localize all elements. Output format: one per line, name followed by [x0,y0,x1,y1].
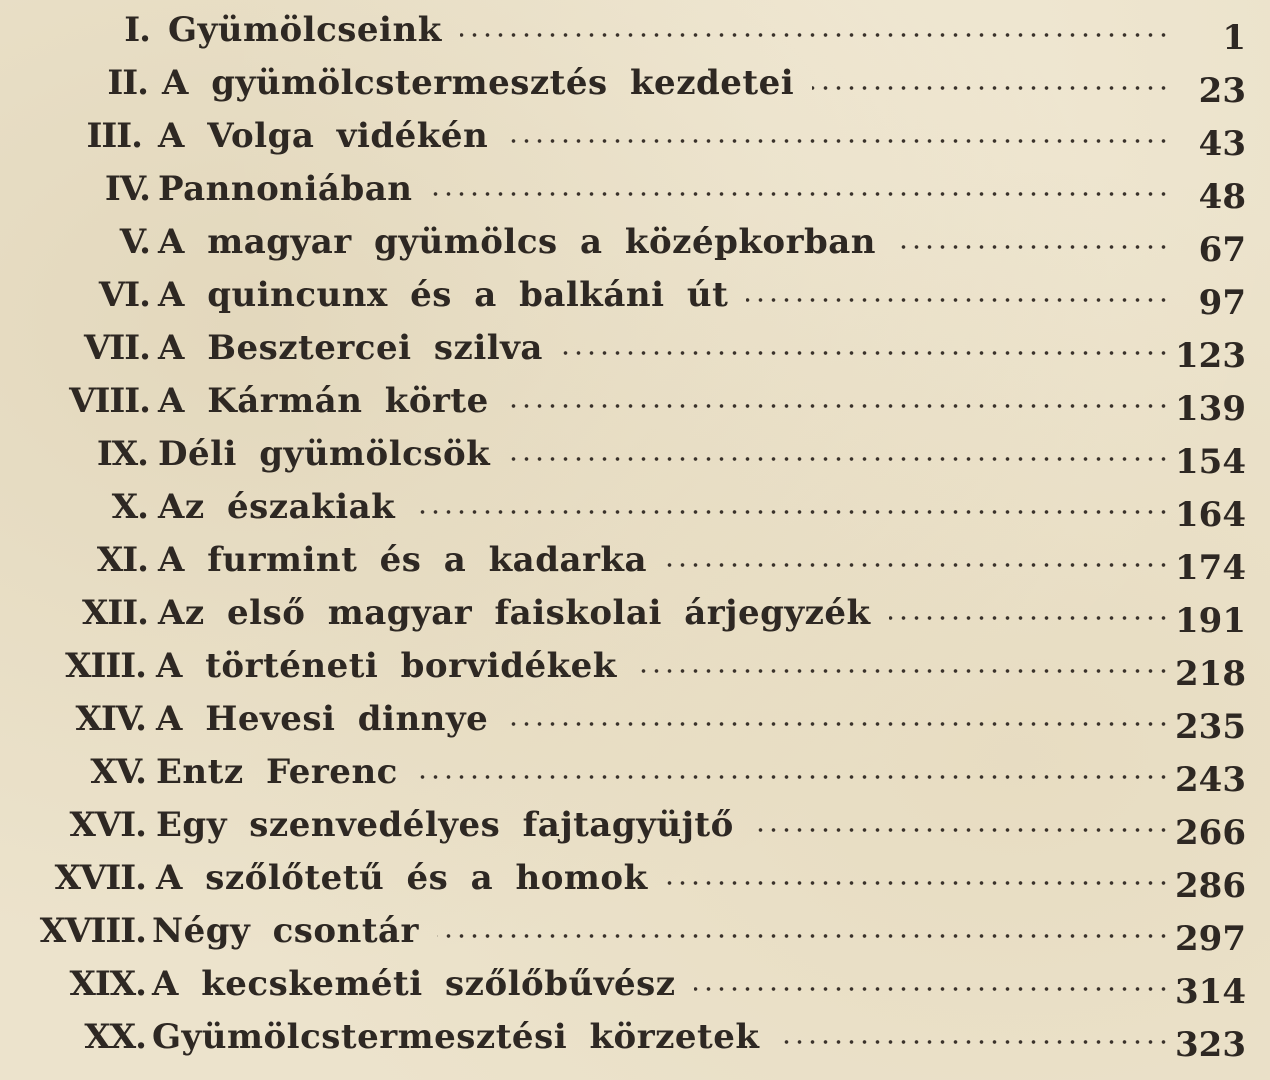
toc-entry [0,57,1270,109]
page-number: 235 [1175,707,1246,747]
dot-leader [507,399,1170,413]
dot-leader [635,664,1170,678]
chapter-number: XIX. [69,964,146,1004]
chapter-number: XVII. [54,858,146,898]
dot-leader [889,611,1170,625]
page-number: 314 [1175,972,1246,1012]
toc-entry [0,905,1270,957]
page-number: 174 [1175,548,1246,588]
chapter-number: V. [119,222,150,262]
page-number: 23 [1198,71,1246,111]
chapter-number: IX. [96,434,148,474]
chapter-title: A quincunx és a balkáni út [158,275,729,315]
toc-entry [0,640,1270,692]
toc-entry [0,269,1270,321]
chapter-number: IV. [104,169,150,209]
chapter-number: XVIII. [39,911,146,951]
toc-entry [0,481,1270,533]
chapter-number: II. [107,63,148,103]
chapter-title: A gyümölcstermesztés kezdetei [162,63,795,103]
chapter-number: XVI. [69,805,146,845]
dot-leader [506,134,1170,148]
page-number: 97 [1198,283,1246,323]
chapter-title: A Kármán körte [158,381,489,421]
page-number: 154 [1175,442,1246,482]
dot-leader [894,240,1170,254]
toc-entry [0,852,1270,904]
chapter-number: XIII. [65,646,146,686]
dot-leader [752,823,1170,837]
toc-entry [0,746,1270,798]
chapter-title: Az északiak [158,487,396,527]
dot-leader [460,28,1170,42]
toc-entry [0,4,1270,56]
page-number: 67 [1198,230,1246,270]
chapter-title: Az első magyar faiskolai árjegyzék [158,593,871,633]
page-number: 1 [1222,18,1246,58]
chapter-title: A szőlőtetű és a homok [156,858,648,898]
page-number: 286 [1175,866,1246,906]
chapter-title: A furmint és a kadarka [158,540,647,580]
toc-entry [0,799,1270,851]
dot-leader [431,187,1170,201]
page-number: 123 [1175,336,1246,376]
dot-leader [777,1035,1170,1049]
dot-leader [508,452,1170,466]
chapter-title: Egy szenvedélyes fajtagyüjtő [156,805,734,845]
page-number: 297 [1175,919,1246,959]
dot-leader [694,982,1170,996]
dot-leader [506,717,1170,731]
toc-entry [0,216,1270,268]
page-number: 191 [1175,601,1246,641]
page-number: 164 [1175,495,1246,535]
toc-entry [0,534,1270,586]
chapter-number: XIV. [75,699,146,739]
chapter-title: Gyümölcseink [168,10,442,50]
chapter-title: A Volga vidékén [158,116,489,156]
chapter-number: XX. [84,1017,146,1057]
chapter-number: III. [86,116,142,156]
chapter-number: VI. [98,275,150,315]
page-number: 48 [1198,177,1246,217]
chapter-title: A magyar gyümölcs a középkorban [158,222,877,262]
toc-entry [0,693,1270,745]
chapter-title: A kecskeméti szőlőbűvész [152,964,676,1004]
toc-entry [0,163,1270,215]
page-number: 243 [1175,760,1246,800]
toc-entry [0,322,1270,374]
dot-leader [665,558,1170,572]
chapter-number: VII. [83,328,150,368]
chapter-title: Entz Ferenc [156,752,398,792]
chapter-title: A Besztercei szilva [158,328,543,368]
page-number: 43 [1198,124,1246,164]
page-number: 218 [1175,654,1246,694]
dot-leader [416,770,1170,784]
toc-entry [0,375,1270,427]
dot-leader [437,929,1170,943]
toc-entry [0,110,1270,162]
chapter-number: I. [124,10,150,50]
page-number: 139 [1175,389,1246,429]
chapter-title: Gyümölcstermesztési körzetek [152,1017,760,1057]
chapter-number: XI. [96,540,148,580]
chapter-number: X. [111,487,148,527]
toc-entry [0,1011,1270,1063]
toc-entry [0,587,1270,639]
dot-leader [561,346,1170,360]
chapter-number: VIII. [69,381,150,421]
toc-entry [0,428,1270,480]
table-of-contents [0,4,1270,1076]
dot-leader [413,505,1170,519]
dot-leader [666,876,1170,890]
chapter-number: XV. [90,752,146,792]
chapter-title: Négy csontár [152,911,419,951]
dot-leader [746,293,1170,307]
chapter-title: Pannoniában [158,169,413,209]
page-number: 266 [1175,813,1246,853]
chapter-title: A történeti borvidékek [156,646,617,686]
chapter-title: A Hevesi dinnye [156,699,489,739]
toc-entry [0,958,1270,1010]
dot-leader [812,81,1170,95]
chapter-title: Déli gyümölcsök [158,434,491,474]
page-number: 323 [1175,1025,1246,1065]
chapter-number: XII. [81,593,148,633]
